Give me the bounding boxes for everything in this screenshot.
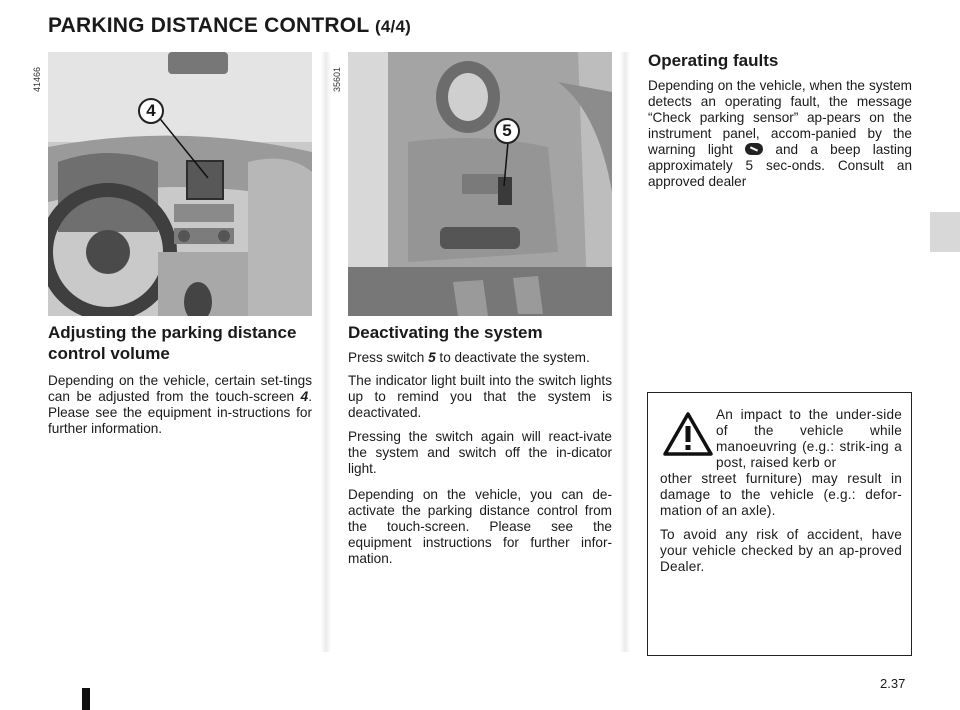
- text-run: Depending on the vehicle, when the system detects an operating fault, the message “Check parking sensor” ap-pears on the instrument panel, accom-panied by the warning light: [648, 78, 912, 157]
- corner-marker: [82, 688, 90, 710]
- section-heading-faults: Operating faults: [648, 51, 779, 70]
- paragraph-volume: [48, 373, 312, 437]
- text-run: Press switch: [348, 350, 429, 365]
- section-heading-deactivating: Deactivating the system: [348, 323, 543, 342]
- warning-text-indent: An impact to the under-side of the vehicle while manoeuvring (e.g.: strik-ing a post, raised kerb or: [716, 407, 902, 470]
- callout-4: 4: [138, 98, 164, 124]
- column-divider: [321, 52, 331, 652]
- wrench-warning-icon: [745, 143, 763, 155]
- page-title-text: PARKING DISTANCE CONTROL: [48, 14, 369, 37]
- switch-photo: [348, 52, 612, 316]
- dashboard-photo: [48, 52, 312, 316]
- reference-number: 5: [428, 350, 436, 365]
- paragraph-press-switch: [348, 350, 612, 366]
- text-run: and a beep lasting approximately 5 sec-onds. Consult an approved dealer: [648, 142, 912, 189]
- warning-box: [647, 392, 912, 656]
- paragraph-indicator: The indicator light built into the switch lights up to remind you that the system is deactivated.: [348, 373, 612, 420]
- paragraph-touchscreen: Depending on the vehicle, you can de-activate the parking distance control from the touch-screen. Please see the equipment instructions for further infor-mation.: [348, 487, 612, 566]
- page-title-part: (4/4): [375, 17, 411, 36]
- text-run: to deactivate the system.: [435, 350, 590, 365]
- section-tab: [930, 212, 960, 252]
- page-title: [48, 14, 411, 38]
- photo-code: 41466: [32, 66, 42, 92]
- page-number: 2.37: [880, 676, 906, 691]
- callout-5: 5: [494, 118, 520, 144]
- photo-code: 35601: [332, 66, 342, 92]
- paragraph-reactivate: Pressing the switch again will react-ivate the system and switch off the in-dicator light.: [348, 429, 612, 476]
- warning-text-advice: To avoid any risk of accident, have your vehicle checked by an ap-proved Dealer.: [660, 527, 902, 574]
- text-run: . Please see the equipment in-structions for further information.: [48, 389, 312, 436]
- paragraph-faults: [648, 78, 912, 190]
- warning-text-rest: other street furniture) may result in damage to the vehicle (e.g.: defor-mation of an axle).: [660, 471, 902, 518]
- text-run: Depending on the vehicle, certain set-tings can be adjusted from the touch-screen: [48, 373, 312, 404]
- column-divider: [620, 52, 630, 652]
- reference-number: 4: [300, 389, 309, 404]
- warning-triangle-icon: [662, 411, 714, 457]
- section-heading-volume: Adjusting the parking distance control volume: [48, 323, 297, 363]
